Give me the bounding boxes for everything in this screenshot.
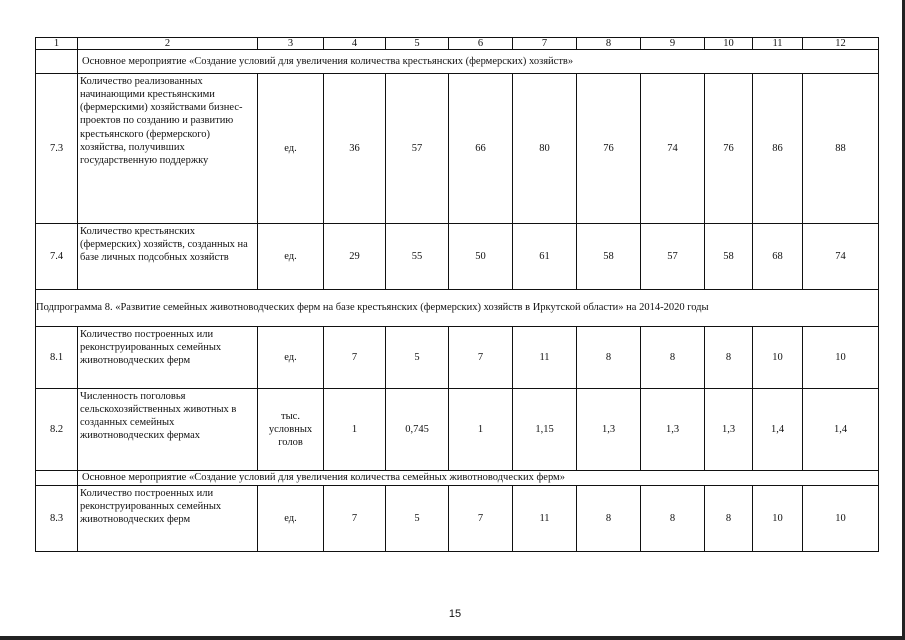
row-value: 1,4	[753, 389, 803, 471]
row-value: 57	[641, 224, 705, 290]
header-cell-11: 11	[753, 38, 803, 50]
table-row-8-3	[36, 486, 879, 552]
row-value: 66	[449, 74, 513, 224]
row-unit: ед.	[258, 224, 324, 290]
row-value: 76	[577, 74, 641, 224]
row-value: 8	[705, 486, 753, 552]
header-cell-3: 3	[258, 38, 324, 50]
row-description: Количество построенных или реконструированных семейных животноводческих ферм	[78, 327, 258, 389]
row-number: 8.3	[36, 486, 78, 552]
row-value: 11	[513, 486, 577, 552]
row-value: 5	[386, 327, 449, 389]
row-value: 76	[705, 74, 753, 224]
row-number: 7.4	[36, 224, 78, 290]
row-value: 11	[513, 327, 577, 389]
row-value: 8	[577, 327, 641, 389]
row-number: 8.1	[36, 327, 78, 389]
row-value: 10	[803, 327, 879, 389]
header-cell-2: 2	[78, 38, 258, 50]
row-value: 7	[449, 486, 513, 552]
row-value: 1,3	[705, 389, 753, 471]
header-cell-7: 7	[513, 38, 577, 50]
header-cell-10: 10	[705, 38, 753, 50]
row-value: 80	[513, 74, 577, 224]
empty-cell	[36, 50, 78, 74]
row-value: 29	[324, 224, 386, 290]
row-value: 10	[803, 486, 879, 552]
row-value: 5	[386, 486, 449, 552]
row-description: Количество построенных или реконструированных семейных животноводческих ферм	[78, 486, 258, 552]
row-description: Количество реализованных начинающими крестьянскими (фермерскими) хозяйствами бизнес-проектов по созданию и развитию крестьянского (фермерского) хозяйства, получивших государственную поддержку	[78, 74, 258, 224]
row-value: 10	[753, 327, 803, 389]
page-number: 15	[448, 608, 462, 620]
row-value: 7	[324, 486, 386, 552]
row-value: 86	[753, 74, 803, 224]
row-value: 8	[705, 327, 753, 389]
header-cell-8: 8	[577, 38, 641, 50]
section-row	[36, 50, 879, 74]
subprogram-row	[36, 290, 879, 327]
row-value: 55	[386, 224, 449, 290]
row-unit: ед.	[258, 74, 324, 224]
row-value: 1,15	[513, 389, 577, 471]
row-value: 8	[641, 486, 705, 552]
row-value: 88	[803, 74, 879, 224]
section-row	[36, 471, 879, 486]
section-title-subprogram-8: Подпрограмма 8. «Развитие семейных животноводческих ферм на базе крестьянских (фермерских) хозяйств в Иркутской области» на 2014-2020 годы	[36, 290, 879, 327]
section-title-main-event-1: Основное мероприятие «Создание условий для увеличения количества крестьянских (фермерских) хозяйств»	[78, 50, 879, 74]
row-number: 7.3	[36, 74, 78, 224]
indicators-table	[35, 37, 879, 552]
row-value: 50	[449, 224, 513, 290]
row-description: Количество крестьянских (фермерских) хозяйств, созданных на базе личных подсобных хозяйств	[78, 224, 258, 290]
row-value: 74	[803, 224, 879, 290]
row-value: 1,3	[577, 389, 641, 471]
row-value: 7	[449, 327, 513, 389]
row-value: 10	[753, 486, 803, 552]
row-value: 1	[449, 389, 513, 471]
row-value: 8	[641, 327, 705, 389]
row-unit: ед.	[258, 486, 324, 552]
row-value: 1,3	[641, 389, 705, 471]
row-description: Численность поголовья сельскохозяйственных животных в созданных семейных животноводческих фермах	[78, 389, 258, 471]
section-title-main-event-2: Основное мероприятие «Создание условий для увеличения количества семейных животноводческих ферм»	[78, 471, 879, 486]
header-cell-5: 5	[386, 38, 449, 50]
row-value: 58	[577, 224, 641, 290]
header-cell-1: 1	[36, 38, 78, 50]
header-cell-9: 9	[641, 38, 705, 50]
header-row	[36, 38, 879, 50]
header-cell-6: 6	[449, 38, 513, 50]
row-number: 8.2	[36, 389, 78, 471]
row-value: 61	[513, 224, 577, 290]
header-cell-12: 12	[803, 38, 879, 50]
row-value: 8	[577, 486, 641, 552]
row-value: 68	[753, 224, 803, 290]
table-row-8-2	[36, 389, 879, 471]
row-value: 36	[324, 74, 386, 224]
row-value: 7	[324, 327, 386, 389]
row-unit: ед.	[258, 327, 324, 389]
row-value: 1,4	[803, 389, 879, 471]
header-cell-4: 4	[324, 38, 386, 50]
table-row-7-4	[36, 224, 879, 290]
table-row-7-3	[36, 74, 879, 224]
row-value: 58	[705, 224, 753, 290]
row-value: 1	[324, 389, 386, 471]
row-value: 74	[641, 74, 705, 224]
scan-edge-bottom	[0, 636, 905, 640]
table-row-8-1	[36, 327, 879, 389]
empty-cell	[36, 471, 78, 486]
row-unit: тыс. условных голов	[258, 389, 324, 471]
row-value: 57	[386, 74, 449, 224]
row-value: 0,745	[386, 389, 449, 471]
